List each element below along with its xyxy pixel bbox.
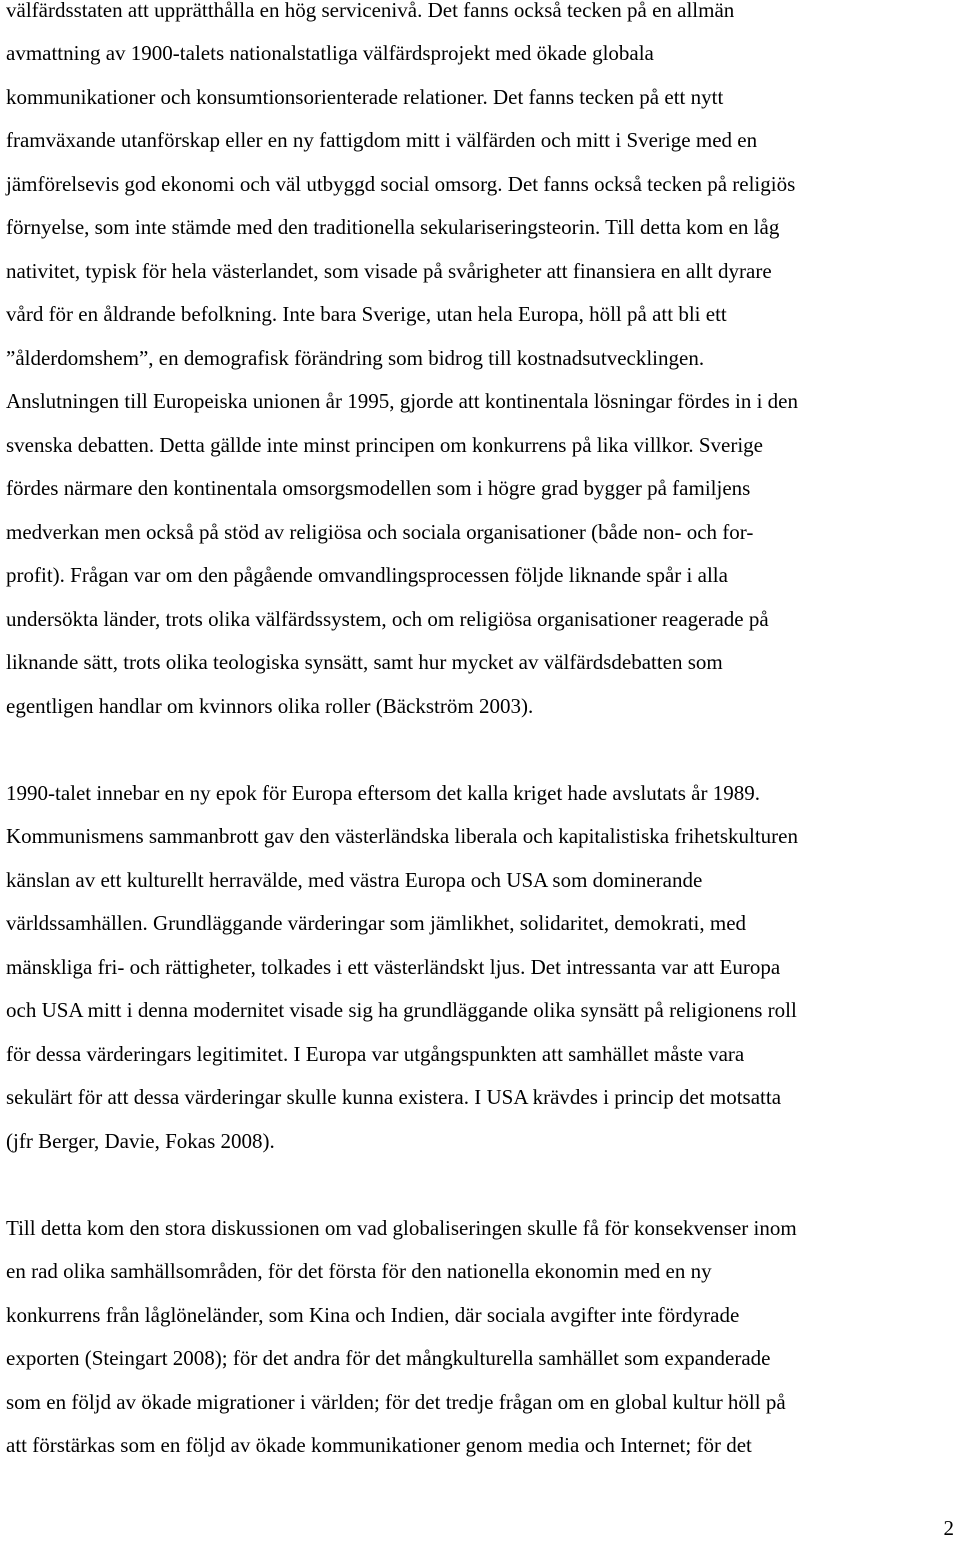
text-line: och USA mitt i denna modernitet visade sig ha grundläggande olika synsätt på religionens roll — [6, 998, 797, 1022]
text-line: sekulärt för att dessa värderingar skulle kunna existera. I USA krävdes i princip det motsatta — [6, 1085, 782, 1109]
text-line: förnyelse, som inte stämde med den traditionella sekulariseringsteorin. Till detta kom en låg — [6, 215, 780, 239]
text-line: Anslutningen till Europeiska unionen år 1995, gjorde att kontinentala lösningar fördes in i den — [6, 389, 799, 413]
text-line: ”ålderdomshem”, en demografisk förändring som bidrog till kostnadsutvecklingen. — [6, 346, 705, 370]
text-line: medverkan men också på stöd av religiösa och sociala organisationer (både non- och for- — [6, 520, 754, 544]
text-line: jämförelsevis god ekonomi och väl utbyggd social omsorg. Det fanns också tecken på religiös — [6, 172, 796, 196]
text-line: som en följd av ökade migrationer i världen; för det tredje frågan om en global kultur höll på — [6, 1390, 786, 1414]
text-line: avmattning av 1900-talets nationalstatliga välfärdsprojekt med ökade globala — [6, 41, 654, 65]
text-line: 1990-talet innebar en ny epok för Europa eftersom det kalla kriget hade avslutats år 1989. — [6, 781, 760, 805]
text-line: framväxande utanförskap eller en ny fattigdom mitt i välfärden och mitt i Sverige med en — [6, 128, 758, 152]
text-line: liknande sätt, trots olika teologiska synsätt, samt hur mycket av välfärdsdebatten som — [6, 650, 723, 674]
text-line: att förstärkas som en följd av ökade kommunikationer genom media och Internet; för det — [6, 1433, 752, 1457]
text-line: svenska debatten. Detta gällde inte minst principen om konkurrens på lika villkor. Sverige — [6, 433, 763, 457]
text-line: Till detta kom den stora diskussionen om vad globaliseringen skulle få för konsekvenser inom — [6, 1216, 797, 1240]
text-line: profit). Frågan var om den pågående omvandlingsprocessen följde liknande spår i alla — [6, 563, 728, 587]
text-line: nativitet, typisk för hela västerlandet, som visade på svårigheter att finansiera en allt dyrare — [6, 259, 772, 283]
text-line: kommunikationer och konsumtionsorienterade relationer. Det fanns tecken på ett nytt — [6, 85, 724, 109]
text-line: en rad olika samhällsområden, för det första för den nationella ekonomin med en ny — [6, 1259, 712, 1283]
text-line: mänskliga fri- och rättigheter, tolkades i ett västerländskt ljus. Det intressanta var att Europa — [6, 955, 781, 979]
text-line: världssamhällen. Grundläggande värderingar som jämlikhet, solidaritet, demokrati, med — [6, 911, 747, 935]
text-line: exporten (Steingart 2008); för det andra för det mångkulturella samhället som expanderade — [6, 1346, 771, 1370]
text-line: Kommunismens sammanbrott gav den västerländska liberala och kapitalistiska frihetskulturen — [6, 824, 798, 848]
text-line: välfärdsstaten att upprätthålla en hög servicenivå. Det fanns också tecken på en allmän — [6, 0, 735, 22]
text-line: vård för en åldrande befolkning. Inte bara Sverige, utan hela Europa, höll på att bli ett — [6, 302, 727, 326]
text-line: undersökta länder, trots olika välfärdssystem, och om religiösa organisationer reagerade på — [6, 607, 769, 631]
text-line: (jfr Berger, Davie, Fokas 2008). — [6, 1129, 275, 1153]
text-line: fördes närmare den kontinentala omsorgsmodellen som i högre grad bygger på familjens — [6, 476, 751, 500]
text-line: egentligen handlar om kvinnors olika roller (Bäckström 2003). — [6, 694, 534, 718]
page-number: 2 — [943, 1516, 954, 1540]
text-line: för dessa värderingars legitimitet. I Europa var utgångspunkten att samhället måste vara — [6, 1042, 745, 1066]
text-line: känslan av ett kulturellt herravälde, med västra Europa och USA som dominerande — [6, 868, 703, 892]
text-line: konkurrens från låglöneländer, som Kina och Indien, där sociala avgifter inte fördyrade — [6, 1303, 740, 1327]
